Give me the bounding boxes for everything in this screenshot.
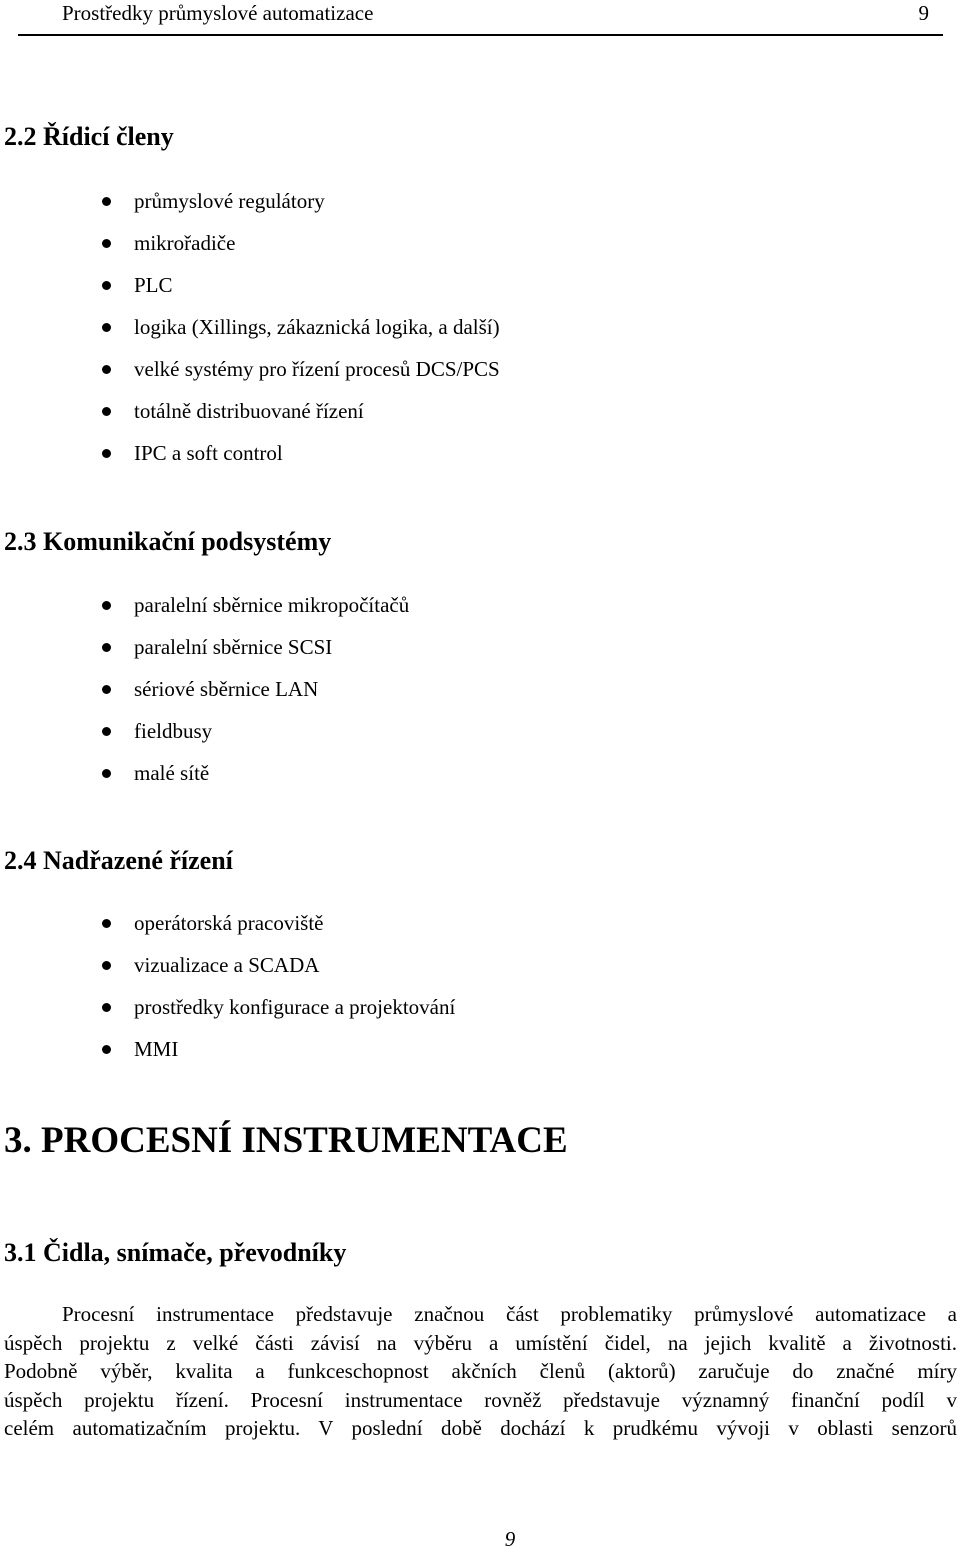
bullet-icon [102, 685, 111, 694]
bullet-icon [102, 727, 111, 736]
list-item: velké systémy pro řízení procesů DCS/PCS [0, 348, 900, 390]
bullet-icon [102, 323, 111, 332]
bullet-icon [102, 239, 111, 248]
paragraph-line: Procesní instrumentace představuje značnou část problematiky průmyslové automatizace a [62, 1302, 957, 1326]
list-item: IPC a soft control [0, 432, 900, 474]
bullet-icon [102, 919, 111, 928]
bullet-icon [102, 769, 111, 778]
paragraph-line: úspěch projektu řízení. Procesní instrumentace rovněž představuje významný finanční podíl v [4, 1387, 957, 1412]
list-item: totálně distribuované řízení [0, 390, 900, 432]
bullet-icon [102, 365, 111, 374]
running-header-page-number: 9 [918, 1, 929, 25]
bullet-icon [102, 961, 111, 970]
bullet-icon [102, 601, 111, 610]
section-heading-2-3: 2.3 Komunikační podsystémy [4, 527, 332, 556]
paragraph-line: celém automatizačním projektu. V poslední době dochází k prudkému vývoji v oblasti senzorů [4, 1416, 957, 1440]
bullet-list-2-4 [0, 902, 900, 1070]
section-heading-2-4: 2.4 Nadřazené řízení [4, 846, 233, 875]
list-item: mikrořadiče [0, 222, 900, 264]
running-header [18, 0, 943, 36]
bullet-list-2-2 [0, 180, 900, 474]
list-item: průmyslové regulátory [0, 180, 900, 222]
bullet-icon [102, 1045, 111, 1054]
paragraph-line: úspěch projektu z velké části závisí na výběru a umístění čidel, na jejich kvalitě a životnosti. [4, 1330, 957, 1355]
list-item: operátorská pracoviště [0, 902, 900, 944]
list-item: prostředky konfigurace a projektování [0, 986, 900, 1028]
chapter-heading-3: 3. PROCESNÍ INSTRUMENTACE [4, 1120, 568, 1161]
list-item: fieldbusy [0, 710, 900, 752]
bullet-icon [102, 281, 111, 290]
list-item: sériové sběrnice LAN [0, 668, 900, 710]
bullet-icon [102, 449, 111, 458]
list-item: PLC [0, 264, 900, 306]
bullet-icon [102, 197, 111, 206]
bullet-icon [102, 1003, 111, 1012]
bullet-icon [102, 643, 111, 652]
paragraph-line: Podobně výběr, kvalita a funkceschopnost akčních členů (aktorů) zaručuje do značné míry [4, 1359, 957, 1383]
list-item: paralelní sběrnice SCSI [0, 626, 900, 668]
list-item: vizualizace a SCADA [0, 944, 900, 986]
list-item: logika (Xillings, zákaznická logika, a další) [0, 306, 900, 348]
section-heading-2-2: 2.2 Řídicí členy [4, 122, 174, 151]
bullet-icon [102, 407, 111, 416]
list-item: malé sítě [0, 752, 900, 794]
running-header-title: Prostředky průmyslové automatizace [62, 1, 374, 25]
list-item: paralelní sběrnice mikropočítačů [0, 584, 900, 626]
bullet-list-2-3 [0, 584, 900, 794]
body-paragraph [4, 1300, 957, 1443]
list-item: MMI [0, 1028, 900, 1070]
section-heading-3-1: 3.1 Čidla, snímače, převodníky [4, 1238, 347, 1267]
footer-page-number: 9 [504, 1527, 516, 1551]
